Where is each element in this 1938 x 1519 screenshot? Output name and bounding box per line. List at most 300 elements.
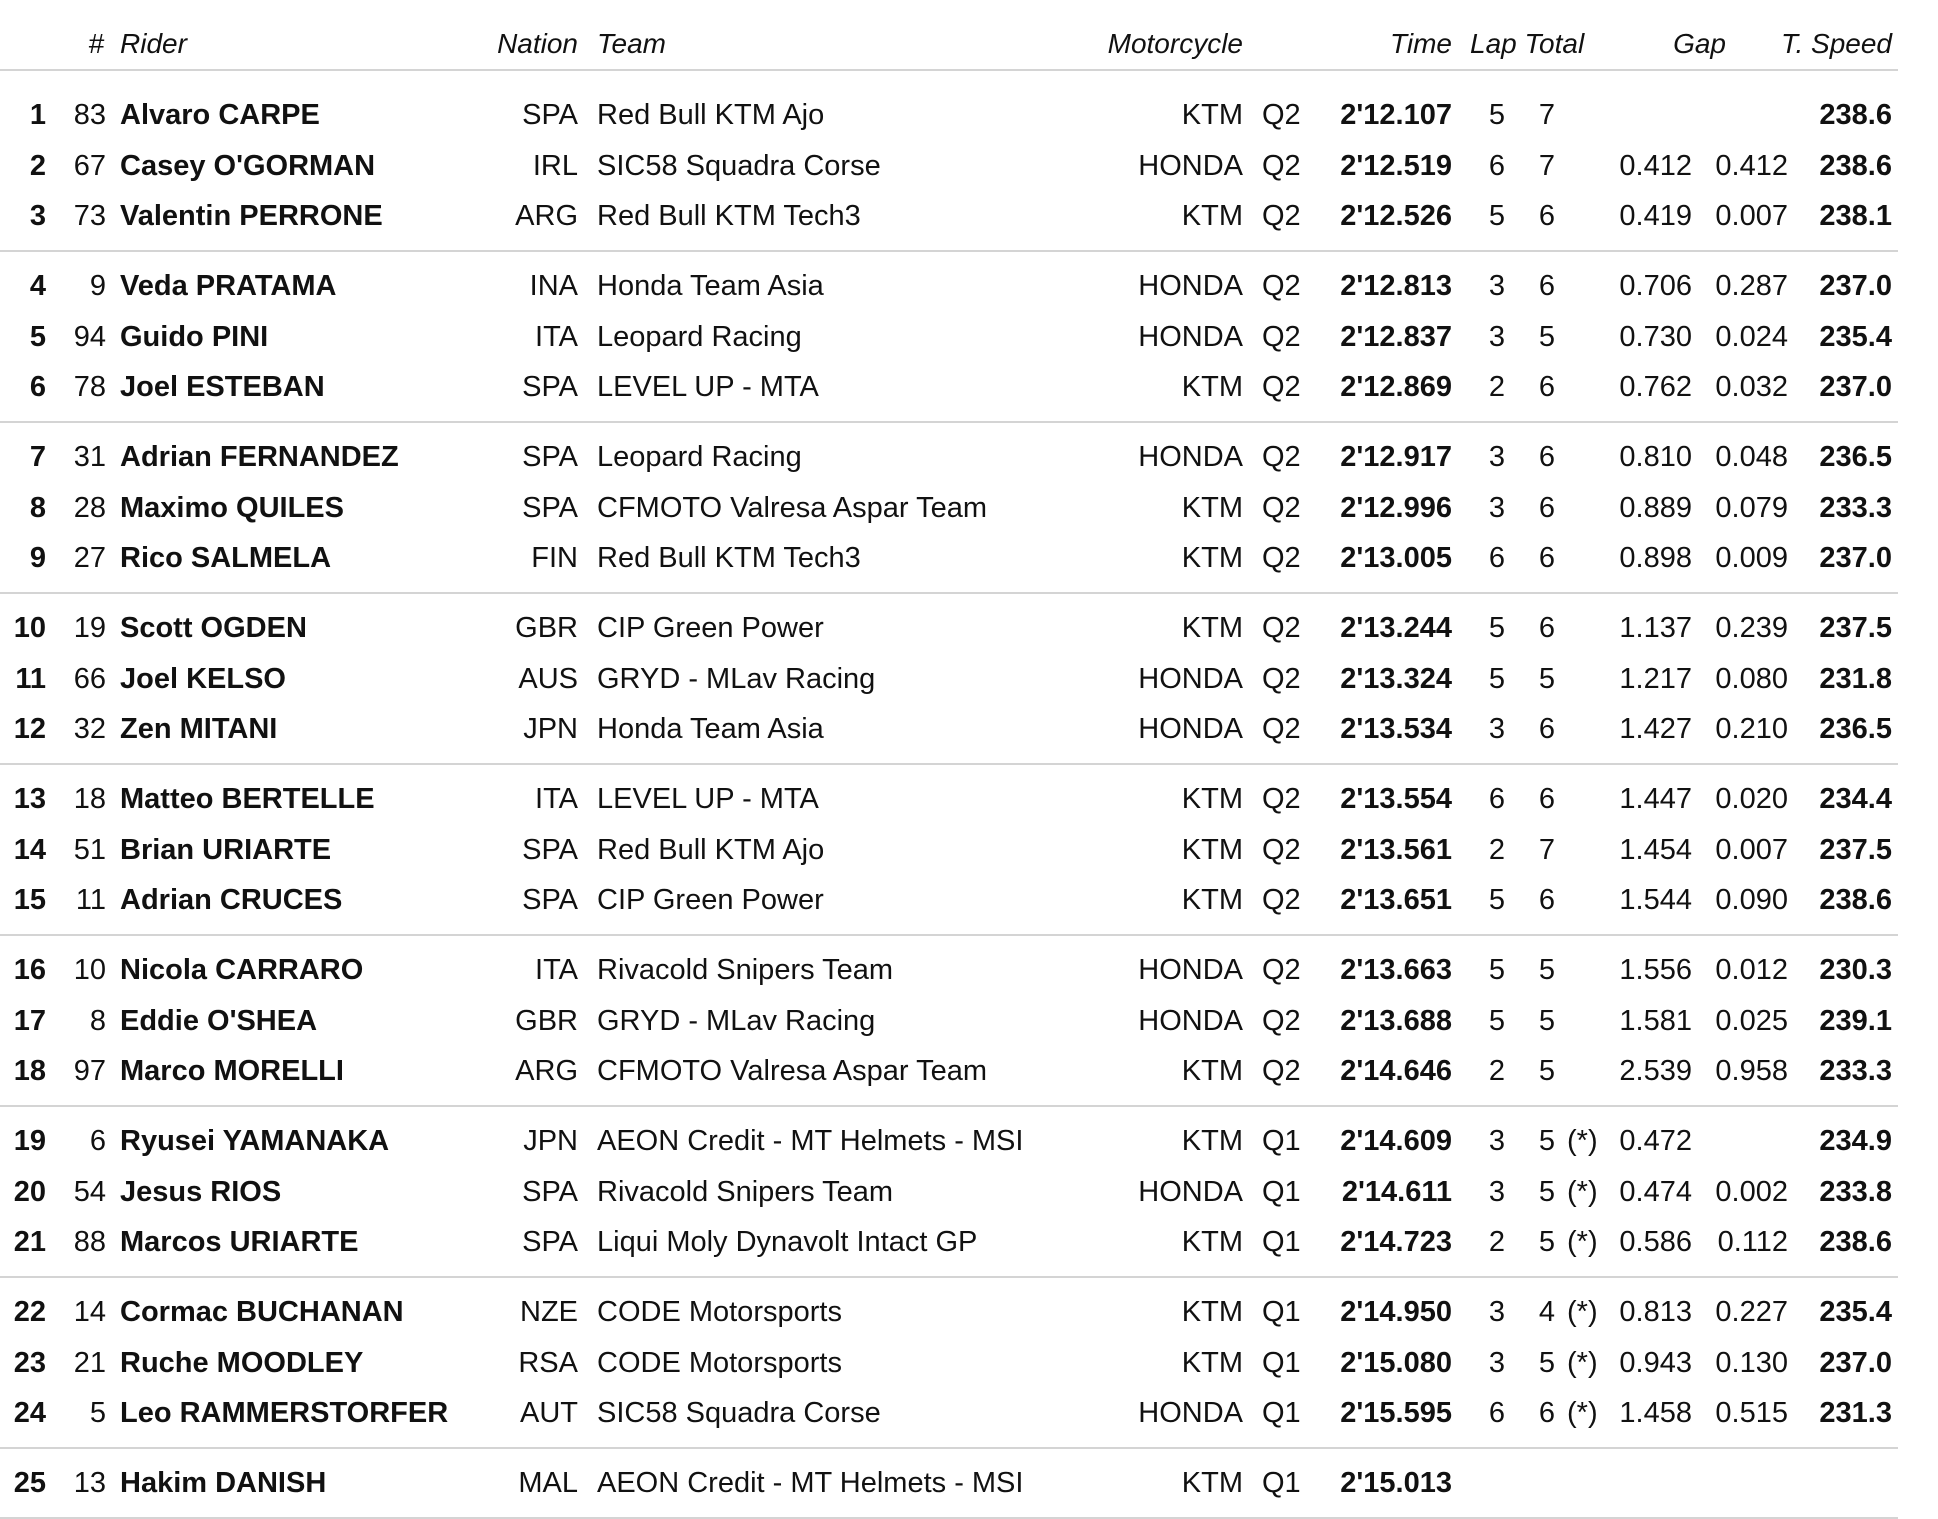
- rider-number: 54: [73, 1175, 106, 1208]
- motorcycle: HONDA: [1138, 441, 1243, 473]
- team-name: Liqui Moly Dynavolt Intact GP: [597, 1226, 978, 1258]
- nation: SPA: [522, 441, 578, 473]
- top-speed: 234.4: [1819, 783, 1892, 815]
- motorcycle: KTM: [1181, 1125, 1243, 1157]
- motorcycle: KTM: [1181, 884, 1243, 916]
- top-speed: 239.1: [1819, 1004, 1892, 1037]
- table-row: [0, 1116, 1938, 1166]
- gap-to-previous: 0.007: [1715, 833, 1788, 866]
- total-laps: 6: [1538, 884, 1555, 916]
- lap-time: 2'14.950: [1340, 1296, 1452, 1328]
- header-top-speed: T. Speed: [1780, 28, 1892, 59]
- team-name: AEON Credit - MT Helmets - MSI: [597, 1467, 1024, 1499]
- gap-to-previous: 0.515: [1715, 1397, 1788, 1429]
- best-lap: 3: [1488, 1125, 1505, 1157]
- best-lap: 3: [1488, 270, 1505, 302]
- session: Q2: [1262, 713, 1301, 745]
- gap-to-previous: 0.007: [1715, 200, 1788, 232]
- position: 21: [13, 1226, 46, 1258]
- total-laps: 6: [1538, 542, 1555, 574]
- nation: GBR: [515, 1004, 578, 1037]
- top-speed: 230.3: [1819, 954, 1892, 986]
- motorcycle: KTM: [1181, 371, 1243, 403]
- rider-number: 27: [73, 542, 106, 574]
- total-laps: 6: [1538, 491, 1555, 524]
- group-divider: [0, 1276, 1898, 1278]
- motorcycle: HONDA: [1138, 1175, 1243, 1208]
- gap-to-previous: 0.048: [1715, 441, 1788, 473]
- header-lap-total: Lap Total: [1470, 28, 1585, 59]
- table-row: [0, 432, 1938, 482]
- lap-time: 2'12.526: [1340, 200, 1452, 232]
- position: 20: [13, 1175, 46, 1208]
- gap-to-previous: 0.079: [1715, 491, 1788, 524]
- gap-to-previous: 0.130: [1715, 1346, 1788, 1379]
- rider-name: Marcos URIARTE: [120, 1226, 359, 1258]
- session: Q2: [1262, 491, 1301, 524]
- position: 3: [29, 200, 46, 232]
- rider-name: Casey O'GORMAN: [120, 149, 376, 182]
- session: Q1: [1262, 1226, 1301, 1258]
- team-name: GRYD - MLav Racing: [597, 662, 876, 695]
- top-speed: 238.6: [1819, 1226, 1892, 1258]
- table-row: [0, 261, 1938, 311]
- total-laps: 6: [1538, 270, 1555, 302]
- team-name: Leopard Racing: [597, 441, 802, 473]
- team-name: Honda Team Asia: [597, 270, 824, 302]
- q1-marker: (*): [1567, 1397, 1598, 1429]
- position: 17: [13, 1004, 46, 1037]
- lap-time: 2'12.917: [1340, 441, 1452, 473]
- motorcycle: HONDA: [1138, 954, 1243, 986]
- best-lap: 5: [1488, 1004, 1505, 1037]
- motorcycle: HONDA: [1138, 1004, 1243, 1037]
- nation: JPN: [523, 1125, 578, 1157]
- team-name: Red Bull KTM Ajo: [597, 833, 825, 866]
- table-row: [0, 533, 1938, 583]
- position: 6: [29, 371, 46, 403]
- gap-to-previous: 0.020: [1715, 783, 1788, 815]
- best-lap: 2: [1488, 371, 1505, 403]
- motorcycle: HONDA: [1138, 149, 1243, 182]
- position: 2: [29, 149, 46, 182]
- table-row: [0, 483, 1938, 533]
- top-speed: 237.5: [1819, 612, 1892, 644]
- total-laps: 4: [1538, 1296, 1555, 1328]
- total-laps: 5: [1538, 954, 1555, 986]
- gap-to-previous: 0.287: [1715, 270, 1788, 302]
- best-lap: 5: [1488, 612, 1505, 644]
- position: 5: [29, 320, 46, 353]
- gap-to-first: 0.813: [1619, 1296, 1692, 1328]
- gap-to-first: 1.544: [1619, 884, 1692, 916]
- top-speed: 231.3: [1819, 1397, 1892, 1429]
- table-row: [0, 1217, 1938, 1267]
- lap-time: 2'13.561: [1340, 833, 1452, 866]
- best-lap: 3: [1488, 1175, 1505, 1208]
- session: Q1: [1262, 1296, 1301, 1328]
- rider-number: 51: [73, 833, 106, 866]
- motorcycle: KTM: [1181, 1467, 1243, 1499]
- nation: SPA: [522, 1226, 578, 1258]
- gap-to-previous: 0.002: [1715, 1175, 1788, 1208]
- rider-name: Valentin PERRONE: [120, 200, 383, 232]
- top-speed: 238.6: [1819, 149, 1892, 182]
- session: Q2: [1262, 1004, 1301, 1037]
- session: Q2: [1262, 320, 1301, 353]
- top-speed: [1790, 1458, 1892, 1508]
- header-divider: [0, 69, 1898, 71]
- position: 1: [29, 99, 46, 131]
- total-laps: 7: [1538, 833, 1555, 866]
- total-laps: 6: [1538, 1397, 1555, 1429]
- lap-time: 2'14.646: [1340, 1055, 1452, 1087]
- total-laps: 7: [1538, 149, 1555, 182]
- table-row: [0, 603, 1938, 653]
- session: Q2: [1262, 149, 1301, 182]
- lap-time: 2'13.534: [1340, 713, 1452, 745]
- best-lap: 6: [1488, 542, 1505, 574]
- session: Q2: [1262, 371, 1301, 403]
- nation: JPN: [523, 713, 578, 745]
- rider-name: Leo RAMMERSTORFER: [120, 1397, 449, 1429]
- position: 7: [29, 441, 46, 473]
- team-name: Rivacold Snipers Team: [597, 1175, 894, 1208]
- total-laps: 5: [1538, 320, 1555, 353]
- best-lap: 6: [1488, 1397, 1505, 1429]
- total-laps: 5: [1538, 662, 1555, 695]
- header-gap: Gap: [1673, 28, 1726, 59]
- total-laps: 6: [1538, 200, 1555, 232]
- gap-to-first: 0.943: [1619, 1346, 1692, 1379]
- rider-number: 88: [73, 1226, 106, 1258]
- motorcycle: KTM: [1181, 491, 1243, 524]
- rider-name: Maximo QUILES: [120, 491, 344, 524]
- total-laps: 6: [1538, 371, 1555, 403]
- gap-to-first: 0.472: [1619, 1125, 1692, 1157]
- gap-to-first: 1.556: [1619, 954, 1692, 986]
- gap-to-previous: 0.032: [1715, 371, 1788, 403]
- table-row: [0, 312, 1938, 362]
- rider-name: Brian URIARTE: [120, 833, 332, 866]
- best-lap: 2: [1488, 1226, 1505, 1258]
- session: Q2: [1262, 1055, 1301, 1087]
- rider-name: Eddie O'SHEA: [120, 1004, 318, 1037]
- nation: GBR: [515, 612, 578, 644]
- rider-name: Guido PINI: [120, 320, 269, 353]
- best-lap: 3: [1488, 320, 1505, 353]
- rider-number: 14: [73, 1296, 106, 1328]
- top-speed: 236.5: [1819, 441, 1892, 473]
- rider-name: Rico SALMELA: [120, 542, 332, 574]
- nation: SPA: [522, 371, 578, 403]
- nation: ITA: [535, 783, 578, 815]
- position: 24: [13, 1397, 46, 1429]
- total-laps: 5: [1538, 1125, 1555, 1157]
- best-lap: 3: [1488, 713, 1505, 745]
- session: Q2: [1262, 833, 1301, 866]
- team-name: CODE Motorsports: [597, 1296, 842, 1328]
- position: 11: [15, 662, 46, 695]
- lap-time: 2'13.554: [1340, 783, 1452, 815]
- group-divider: [0, 1105, 1898, 1107]
- table-row: [0, 1338, 1938, 1388]
- gap-to-first: 0.412: [1619, 149, 1692, 182]
- table-row: [0, 875, 1938, 925]
- rider-number: 11: [75, 884, 106, 916]
- table-row: [0, 90, 1938, 140]
- position: 4: [29, 270, 46, 302]
- gap-to-first: [1600, 90, 1692, 140]
- header-rider: Rider: [120, 28, 187, 59]
- top-speed: 233.3: [1819, 1055, 1892, 1087]
- lap-time: 2'13.244: [1340, 612, 1452, 644]
- rider-name: Adrian CRUCES: [120, 884, 343, 916]
- table-row: [0, 1388, 1938, 1438]
- team-name: Leopard Racing: [597, 320, 802, 353]
- motorcycle: HONDA: [1138, 713, 1243, 745]
- team-name: CIP Green Power: [597, 884, 824, 916]
- gap-to-first: 1.581: [1619, 1004, 1692, 1037]
- best-lap: 6: [1488, 783, 1505, 815]
- team-name: SIC58 Squadra Corse: [597, 1397, 881, 1429]
- best-lap: 5: [1488, 200, 1505, 232]
- rider-name: Alvaro CARPE: [120, 99, 320, 131]
- gap-to-first: [1600, 1458, 1692, 1508]
- top-speed: 238.6: [1819, 99, 1892, 131]
- lap-time: 2'13.688: [1340, 1004, 1452, 1037]
- gap-to-previous: 0.024: [1715, 320, 1788, 353]
- team-name: Red Bull KTM Tech3: [597, 542, 861, 574]
- position: 19: [13, 1125, 46, 1157]
- position: 14: [13, 833, 46, 866]
- motorcycle: KTM: [1181, 1055, 1243, 1087]
- rider-name: Marco MORELLI: [120, 1055, 344, 1087]
- rider-name: Matteo BERTELLE: [120, 783, 375, 815]
- total-laps: 5: [1538, 1175, 1555, 1208]
- session: Q1: [1262, 1125, 1301, 1157]
- team-name: Rivacold Snipers Team: [597, 954, 894, 986]
- team-name: CFMOTO Valresa Aspar Team: [597, 1055, 988, 1087]
- nation: ARG: [515, 1055, 578, 1087]
- session: Q1: [1262, 1346, 1301, 1379]
- top-speed: 233.8: [1819, 1175, 1892, 1208]
- session: Q2: [1262, 612, 1301, 644]
- rider-number: 5: [89, 1397, 106, 1429]
- table-row: [0, 362, 1938, 412]
- position: 25: [13, 1467, 46, 1499]
- motorcycle: KTM: [1181, 200, 1243, 232]
- header-team: Team: [597, 28, 667, 59]
- top-speed: 235.4: [1819, 1296, 1892, 1328]
- lap-time: 2'12.996: [1340, 491, 1452, 524]
- rider-name: Jesus RIOS: [120, 1175, 282, 1208]
- gap-to-previous: 0.958: [1715, 1055, 1788, 1087]
- best-lap: 5: [1488, 99, 1505, 131]
- rider-number: 18: [73, 783, 106, 815]
- table-row: [0, 704, 1938, 754]
- gap-to-previous: 0.227: [1715, 1296, 1788, 1328]
- rider-name: Ruche MOODLEY: [120, 1346, 364, 1379]
- lap-time: 2'13.663: [1340, 954, 1452, 986]
- session: Q2: [1262, 542, 1301, 574]
- gap-to-first: 0.810: [1619, 441, 1692, 473]
- position: 9: [29, 542, 46, 574]
- top-speed: 238.6: [1819, 884, 1892, 916]
- best-lap: 3: [1488, 1296, 1505, 1328]
- gap-to-previous: 0.009: [1715, 542, 1788, 574]
- motorcycle: KTM: [1181, 783, 1243, 815]
- top-speed: 237.0: [1819, 542, 1892, 574]
- nation: SPA: [522, 1175, 578, 1208]
- rider-name: Ryusei YAMANAKA: [120, 1125, 390, 1157]
- motorcycle: KTM: [1181, 1226, 1243, 1258]
- motorcycle: KTM: [1181, 99, 1243, 131]
- rider-number: 8: [89, 1004, 106, 1037]
- rider-number: 78: [73, 371, 106, 403]
- motorcycle: HONDA: [1138, 320, 1243, 353]
- lap-time: 2'15.595: [1340, 1397, 1452, 1429]
- motorcycle: KTM: [1181, 542, 1243, 574]
- best-lap: 2: [1488, 833, 1505, 866]
- gap-to-first: 0.762: [1619, 371, 1692, 403]
- gap-to-first: 1.454: [1619, 833, 1692, 866]
- position: 15: [13, 884, 46, 916]
- rider-number: 67: [73, 149, 106, 182]
- top-speed: 237.5: [1819, 833, 1892, 866]
- best-lap: 3: [1488, 1346, 1505, 1379]
- top-speed: 231.8: [1819, 662, 1892, 695]
- session: Q2: [1262, 200, 1301, 232]
- table-row: [0, 1046, 1938, 1096]
- best-lap: [1475, 1458, 1505, 1508]
- gap-to-first: 2.539: [1619, 1055, 1692, 1087]
- header-time: Time: [1390, 28, 1452, 59]
- group-divider: [0, 592, 1898, 594]
- top-speed: 236.5: [1819, 713, 1892, 745]
- group-divider: [0, 934, 1898, 936]
- position: 12: [13, 713, 46, 745]
- rider-name: Scott OGDEN: [120, 612, 307, 644]
- team-name: GRYD - MLav Racing: [597, 1004, 876, 1037]
- motorcycle: KTM: [1181, 612, 1243, 644]
- gap-to-first: 1.458: [1619, 1397, 1692, 1429]
- total-laps: 7: [1538, 99, 1555, 131]
- gap-to-previous: 0.210: [1715, 713, 1788, 745]
- position: 10: [13, 612, 46, 644]
- best-lap: 5: [1488, 954, 1505, 986]
- best-lap: 5: [1488, 662, 1505, 695]
- gap-to-first: 0.474: [1619, 1175, 1692, 1208]
- lap-time: 2'12.519: [1340, 149, 1452, 182]
- table-row: [0, 945, 1938, 995]
- table-row: [0, 996, 1938, 1046]
- best-lap: 6: [1488, 149, 1505, 182]
- motorcycle: KTM: [1181, 1296, 1243, 1328]
- session: Q1: [1262, 1397, 1301, 1429]
- nation: ITA: [535, 954, 578, 986]
- gap-to-first: 0.586: [1619, 1226, 1692, 1258]
- table-row: [0, 1287, 1938, 1337]
- motorcycle: KTM: [1181, 1346, 1243, 1379]
- rider-name: Hakim DANISH: [120, 1467, 327, 1499]
- gap-to-previous: 0.025: [1715, 1004, 1788, 1037]
- session: Q2: [1262, 783, 1301, 815]
- team-name: CIP Green Power: [597, 612, 824, 644]
- q1-marker: (*): [1567, 1175, 1598, 1208]
- rider-name: Adrian FERNANDEZ: [120, 441, 399, 473]
- position: 23: [13, 1346, 46, 1379]
- top-speed: 238.1: [1819, 200, 1892, 232]
- total-laps: 6: [1538, 612, 1555, 644]
- rider-number: 19: [73, 612, 106, 644]
- gap-to-previous: [1700, 1458, 1788, 1508]
- nation: IRL: [532, 149, 578, 182]
- position: 8: [29, 491, 46, 524]
- lap-time: 2'14.609: [1340, 1125, 1452, 1157]
- position: 18: [13, 1055, 46, 1087]
- total-laps: 5: [1538, 1346, 1555, 1379]
- best-lap: 3: [1488, 441, 1505, 473]
- table-bottom-divider: [0, 1517, 1898, 1519]
- table-row: [0, 1167, 1938, 1217]
- rider-number: 6: [89, 1125, 106, 1157]
- rider-number: 83: [73, 99, 106, 131]
- team-name: CFMOTO Valresa Aspar Team: [597, 491, 988, 524]
- top-speed: 235.4: [1819, 320, 1892, 353]
- team-name: CODE Motorsports: [597, 1346, 842, 1379]
- table-row: [0, 1458, 1938, 1508]
- team-name: SIC58 Squadra Corse: [597, 149, 881, 182]
- total-laps: 5: [1538, 1055, 1555, 1087]
- group-divider: [0, 250, 1898, 252]
- total-laps: 6: [1538, 441, 1555, 473]
- table-row: [0, 654, 1938, 704]
- position: 16: [13, 954, 46, 986]
- rider-number: 66: [73, 662, 106, 695]
- rider-number: 94: [73, 320, 106, 353]
- total-laps: [1525, 1458, 1555, 1508]
- team-name: Honda Team Asia: [597, 713, 824, 745]
- gap-to-first: 0.730: [1619, 320, 1692, 353]
- lap-time: 2'12.837: [1340, 320, 1452, 353]
- session: Q2: [1262, 884, 1301, 916]
- q1-marker: (*): [1567, 1125, 1598, 1157]
- total-laps: 5: [1538, 1226, 1555, 1258]
- q1-marker: (*): [1567, 1346, 1598, 1379]
- gap-to-previous: 0.239: [1715, 612, 1788, 644]
- team-name: LEVEL UP - MTA: [597, 783, 819, 815]
- lap-time: 2'14.723: [1340, 1226, 1452, 1258]
- top-speed: 233.3: [1819, 491, 1892, 524]
- gap-to-first: 1.137: [1619, 612, 1692, 644]
- rider-name: Joel ESTEBAN: [120, 371, 325, 403]
- motorcycle: HONDA: [1138, 662, 1243, 695]
- gap-to-previous: 0.012: [1715, 954, 1788, 986]
- gap-to-previous: 0.080: [1715, 662, 1788, 695]
- total-laps: 5: [1538, 1004, 1555, 1037]
- rider-number: 31: [73, 441, 106, 473]
- table-row: [0, 191, 1938, 241]
- rider-number: 73: [73, 200, 106, 232]
- position: 22: [13, 1296, 46, 1328]
- header-number: #: [88, 28, 104, 59]
- group-divider: [0, 421, 1898, 423]
- session: Q1: [1262, 1467, 1301, 1499]
- nation: SPA: [522, 491, 578, 524]
- motorcycle: HONDA: [1138, 270, 1243, 302]
- lap-time: 2'15.080: [1340, 1346, 1452, 1379]
